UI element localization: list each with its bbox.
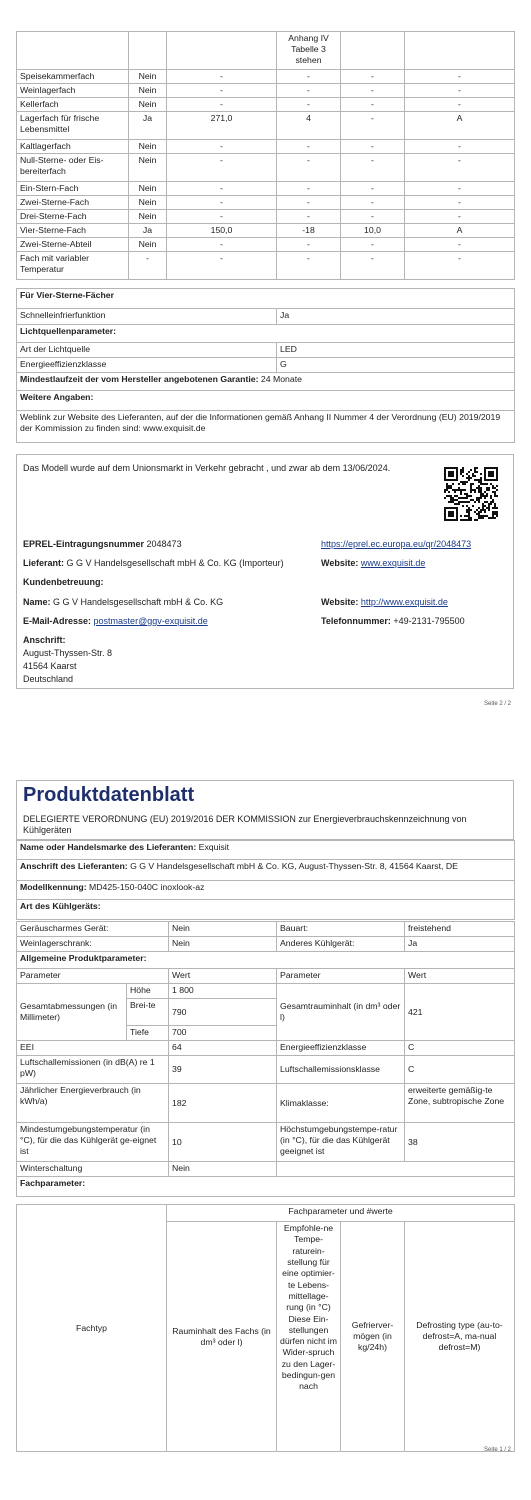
table-cell: Nein bbox=[129, 98, 167, 112]
table-row bbox=[17, 309, 515, 325]
phone-label: Telefonnummer: bbox=[321, 616, 391, 626]
table-row bbox=[17, 140, 515, 154]
table-cell: Nein bbox=[129, 154, 167, 182]
table-row bbox=[17, 922, 515, 937]
table-cell: 182 bbox=[169, 1084, 277, 1123]
table-cell: Nein bbox=[129, 196, 167, 210]
table-cell: Jährlicher Energieverbrauch (in kWh/a) bbox=[17, 1084, 169, 1123]
table-cell: Art der Lichtquelle bbox=[17, 343, 277, 358]
address-line: 41564 Kaarst bbox=[23, 661, 77, 671]
table-cell: - bbox=[405, 252, 515, 280]
table-cell: Nein bbox=[129, 210, 167, 224]
table-row bbox=[17, 952, 515, 969]
table-cell: 10 bbox=[169, 1123, 277, 1162]
table-cell: Energieeffizienzklasse bbox=[17, 358, 277, 373]
table-row bbox=[17, 1041, 515, 1056]
table-cell: - bbox=[167, 210, 277, 224]
table-row bbox=[17, 1084, 515, 1123]
table-cell: Bauart: bbox=[277, 922, 405, 937]
table-row bbox=[17, 154, 515, 182]
table-cell: - bbox=[405, 210, 515, 224]
compartment-name: Fach mit variabler Temperatur bbox=[17, 252, 129, 280]
table-cell: - bbox=[277, 238, 341, 252]
table-cell: - bbox=[341, 70, 405, 84]
compartment-name: Lagerfach für frische Lebensmittel bbox=[17, 112, 129, 140]
column-header: Rauminhalt des Fachs (in dm³ oder l) bbox=[167, 1222, 277, 1452]
model-label: Modellkennung: bbox=[20, 882, 87, 892]
section-heading: Allgemeine Produktparameter: bbox=[17, 952, 515, 969]
table-cell: - bbox=[341, 182, 405, 196]
brand-value: Exquisit bbox=[198, 842, 230, 852]
section-heading: Lichtquellenparameter: bbox=[17, 325, 515, 343]
table-cell: EEI bbox=[17, 1041, 169, 1056]
page-subtitle: DELEGIERTE VERORDNUNG (EU) 2019/2016 DER KOMMISSION zur Energieverbrauchskennzeichnung von Kühlgeräten bbox=[23, 814, 467, 836]
table-cell: - bbox=[341, 196, 405, 210]
compartment-name: Speisekammerfach bbox=[17, 70, 129, 84]
table-cell: - bbox=[405, 182, 515, 196]
compartment-name: Kaltlagerfach bbox=[17, 140, 129, 154]
table-cell: - bbox=[405, 98, 515, 112]
table-row bbox=[17, 358, 515, 373]
table-cell: 790 bbox=[169, 999, 277, 1026]
email-link[interactable]: postmaster@ggv-exquisit.de bbox=[93, 616, 208, 626]
table-cell: Ja bbox=[277, 309, 515, 325]
section-heading: Für Vier-Sterne-Fächer bbox=[17, 289, 515, 309]
extra-params-table bbox=[16, 288, 515, 443]
table-cell: - bbox=[167, 84, 277, 98]
table-cell: 10,0 bbox=[341, 224, 405, 238]
compartment-name: Vier-Sterne-Fach bbox=[17, 224, 129, 238]
table-row bbox=[17, 1162, 515, 1177]
page-title: Produktdatenblatt bbox=[23, 784, 195, 806]
table-cell: Brei-te bbox=[127, 999, 169, 1026]
table-cell: - bbox=[167, 182, 277, 196]
table-cell: - bbox=[167, 154, 277, 182]
product-params-table bbox=[16, 921, 515, 1197]
qr-code-icon[interactable] bbox=[444, 467, 498, 521]
eprel-label: EPREL-Eintragungsnummer bbox=[23, 539, 145, 549]
table-cell: Gesamtrauminhalt (in dm³ oder l) bbox=[277, 984, 405, 1041]
table-cell: - bbox=[167, 98, 277, 112]
table-row bbox=[17, 373, 515, 391]
table-cell: freistehend bbox=[405, 922, 515, 937]
table-cell: G bbox=[277, 358, 515, 373]
supplier-value: G G V Handelsgesellschaft mbH & Co. KG (Importeur) bbox=[66, 558, 284, 568]
table-row bbox=[17, 32, 515, 70]
table-cell: - bbox=[277, 182, 341, 196]
table-row bbox=[17, 1205, 515, 1222]
table-cell: Ja bbox=[129, 224, 167, 238]
eprel-value: 2048473 bbox=[146, 539, 182, 549]
table-cell: - bbox=[341, 210, 405, 224]
weblink-text: Weblink zur Website des Lieferanten, auf der die Informationen gemäß Anhang II Nummer 4 der Verordnung (EU) 2019/2019 der Kommission zu finden sind: bbox=[20, 412, 501, 433]
website-link[interactable]: www.exquisit.de bbox=[360, 558, 426, 568]
table-cell: - bbox=[167, 252, 277, 280]
table-cell: 38 bbox=[405, 1123, 515, 1162]
table-cell: Nein bbox=[129, 238, 167, 252]
table-row bbox=[17, 343, 515, 358]
table-row bbox=[17, 411, 515, 443]
table-cell: Nein bbox=[169, 1162, 277, 1177]
table-cell: - bbox=[405, 238, 515, 252]
table-cell: Winterschaltung bbox=[17, 1162, 169, 1177]
table-cell: C bbox=[405, 1056, 515, 1084]
table-cell: - bbox=[341, 140, 405, 154]
address-label: Anschrift des Lieferanten: bbox=[20, 861, 128, 871]
table-cell: - bbox=[277, 196, 341, 210]
column-header: Wert bbox=[169, 969, 277, 984]
table-cell: A bbox=[405, 112, 515, 140]
table-row bbox=[17, 224, 515, 238]
address-value: G G V Handelsgesellschaft mbH & Co. KG, August-Thyssen-Str. 8, 41564 Kaarst, DE bbox=[130, 861, 458, 871]
address-label: Anschrift: bbox=[23, 635, 66, 645]
table-cell: 1 800 bbox=[169, 984, 277, 999]
customer-service-heading: Kundenbetreuung: bbox=[23, 577, 104, 587]
table-cell: - bbox=[277, 70, 341, 84]
name-label: Name: bbox=[23, 597, 51, 607]
table-cell: Nein bbox=[129, 84, 167, 98]
table-cell: Anhang IV Tabelle 3 stehen bbox=[277, 32, 341, 70]
compartment-name: Zwei-Sterne-Fach bbox=[17, 196, 129, 210]
guarantee-label: Mindestlaufzeit der vom Hersteller angebotenen Garantie: bbox=[20, 374, 259, 384]
column-header: Fachtyp bbox=[17, 1205, 167, 1452]
table-row bbox=[17, 969, 515, 984]
website-link[interactable]: http://www.exquisit.de bbox=[360, 597, 448, 607]
table-cell: - bbox=[167, 238, 277, 252]
table-row bbox=[17, 196, 515, 210]
column-header: Gefrierver-mögen (in kg/24h) bbox=[341, 1222, 405, 1452]
table-cell: - bbox=[277, 210, 341, 224]
table-cell: Nein bbox=[129, 140, 167, 154]
table-cell: - bbox=[341, 98, 405, 112]
table-cell: Höhe bbox=[127, 984, 169, 999]
model-value: MD425-150-040C inoxlook-az bbox=[89, 882, 205, 892]
table-row bbox=[17, 937, 515, 952]
address-line: August-Thyssen-Str. 8 bbox=[23, 648, 113, 658]
table-cell: Weinlagerschrank: bbox=[17, 937, 169, 952]
table-row bbox=[17, 84, 515, 98]
table-cell: - bbox=[405, 140, 515, 154]
table-row bbox=[17, 391, 515, 411]
table-row bbox=[17, 900, 515, 920]
table-row bbox=[17, 841, 515, 860]
compartment-name: Null-Sterne- oder Eis-bereiterfach bbox=[17, 154, 129, 182]
table-row bbox=[17, 289, 515, 309]
column-header: Parameter bbox=[17, 969, 169, 984]
info-box bbox=[16, 454, 514, 689]
table-cell: - bbox=[341, 112, 405, 140]
table-cell: Nein bbox=[129, 182, 167, 196]
section-heading: Art des Kühlgeräts: bbox=[17, 900, 515, 920]
page-1 bbox=[0, 780, 531, 1500]
table-cell: - bbox=[341, 238, 405, 252]
table-cell: - bbox=[277, 98, 341, 112]
compartment-name: Drei-Sterne-Fach bbox=[17, 210, 129, 224]
table-cell: - bbox=[277, 252, 341, 280]
table-cell: - bbox=[129, 252, 167, 280]
title-box bbox=[16, 780, 514, 840]
table-cell: - bbox=[167, 196, 277, 210]
table-cell: - bbox=[405, 154, 515, 182]
table-cell: - bbox=[405, 70, 515, 84]
guarantee-value: 24 Monate bbox=[260, 374, 302, 384]
column-header: Parameter bbox=[277, 969, 405, 984]
table-cell: - bbox=[167, 70, 277, 84]
column-header: Wert bbox=[405, 969, 515, 984]
name-value: G G V Handelsgesellschaft mbH & Co. KG bbox=[53, 597, 224, 607]
section-heading: Weitere Angaben: bbox=[17, 391, 515, 411]
column-header: Defrosting type (au-to-defrost=A, ma-nual defrost=M) bbox=[405, 1222, 515, 1452]
table-cell: 271,0 bbox=[167, 112, 277, 140]
table-cell: Klimaklasse: bbox=[277, 1084, 405, 1123]
table-cell: Energieeffizienzklasse bbox=[277, 1041, 405, 1056]
table-row bbox=[17, 210, 515, 224]
table-cell: 39 bbox=[169, 1056, 277, 1084]
table-cell: - bbox=[341, 154, 405, 182]
website-label: Website: bbox=[321, 558, 359, 568]
table-cell: - bbox=[277, 154, 341, 182]
table-row bbox=[17, 1056, 515, 1084]
table-cell: - bbox=[167, 140, 277, 154]
table-cell: Geräuscharmes Gerät: bbox=[17, 922, 169, 937]
compartment-name: Ein-Stern-Fach bbox=[17, 182, 129, 196]
table-row bbox=[17, 112, 515, 140]
table-cell: 4 bbox=[277, 112, 341, 140]
supplier-label: Lieferant: bbox=[23, 558, 65, 568]
table-row bbox=[17, 325, 515, 343]
table-cell: C bbox=[405, 1041, 515, 1056]
weblink-url[interactable]: www.exquisit.de bbox=[143, 422, 206, 433]
table-row bbox=[17, 1177, 515, 1197]
table-cell: Ja bbox=[405, 937, 515, 952]
table-cell: -18 bbox=[277, 224, 341, 238]
table-cell: Anderes Kühlgerät: bbox=[277, 937, 405, 952]
table-row bbox=[17, 984, 515, 999]
page-number: Seite 2 / 2 bbox=[484, 701, 512, 707]
compartment-table-continued bbox=[16, 31, 515, 280]
table-cell: Nein bbox=[169, 922, 277, 937]
table-row bbox=[17, 1123, 515, 1162]
supplier-table bbox=[16, 840, 515, 920]
table-cell: Luftschallemissionsklasse bbox=[277, 1056, 405, 1084]
table-cell: - bbox=[405, 196, 515, 210]
table-cell: Gesamtabmessungen (in Millimeter) bbox=[17, 984, 127, 1041]
table-cell: 64 bbox=[169, 1041, 277, 1056]
table-cell: Schnelleinfrierfunktion bbox=[17, 309, 277, 325]
table-cell: Ja bbox=[129, 112, 167, 140]
section-heading: Fachparameter: bbox=[17, 1177, 515, 1197]
table-cell: 700 bbox=[169, 1026, 277, 1041]
phone-value: +49-2131-795500 bbox=[393, 616, 465, 626]
email-label: E-Mail-Adresse: bbox=[23, 616, 92, 626]
brand-label: Name oder Handelsmarke des Lieferanten: bbox=[20, 842, 197, 852]
table-cell: - bbox=[277, 140, 341, 154]
eprel-link[interactable]: https://eprel.ec.europa.eu/qr/2048473 bbox=[321, 539, 472, 549]
table-cell: erweiterte gemäßig-te Zone, subtropische Zone bbox=[405, 1084, 515, 1123]
table-cell: Höchstumgebungstempe-ratur (in °C), für die das Kühlgerät geeignet ist bbox=[277, 1123, 405, 1162]
compartment-name: Weinlagerfach bbox=[17, 84, 129, 98]
column-group-header: Fachparameter und #werte bbox=[167, 1205, 515, 1222]
compartment-name: Kellerfach bbox=[17, 98, 129, 112]
table-row bbox=[17, 252, 515, 280]
table-cell: - bbox=[341, 84, 405, 98]
page-number: Seite 1 / 2 bbox=[484, 1447, 512, 1453]
table-cell: 150,0 bbox=[167, 224, 277, 238]
compartment-header-table bbox=[16, 1204, 515, 1452]
table-cell: LED bbox=[277, 343, 515, 358]
table-cell: 421 bbox=[405, 984, 515, 1041]
website-label: Website: bbox=[321, 597, 359, 607]
column-header: Empfohle-ne Tempe-raturein-stellung für eine optimier-te Lebens-mittellage-rung (in °C) Diese Ein-stellungen dürfen nicht im Wider-spruch zu den Lager-bedingun-gen nach bbox=[277, 1222, 341, 1452]
table-cell: A bbox=[405, 224, 515, 238]
address-line: Deutschland bbox=[23, 674, 74, 684]
table-row bbox=[17, 70, 515, 84]
table-row bbox=[17, 238, 515, 252]
table-row bbox=[17, 182, 515, 196]
table-cell: - bbox=[277, 84, 341, 98]
table-cell: Tiefe bbox=[127, 1026, 169, 1041]
table-row bbox=[17, 881, 515, 900]
table-row bbox=[17, 860, 515, 881]
table-cell: - bbox=[405, 84, 515, 98]
table-cell: Mindestumgebungstemperatur (in °C), für die das Kühlgerät ge-eignet ist bbox=[17, 1123, 169, 1162]
table-row bbox=[17, 98, 515, 112]
market-text: Das Modell wurde auf dem Unionsmarkt in Verkehr gebracht , und zwar ab dem 13/06/2024. bbox=[23, 463, 391, 473]
table-cell: - bbox=[341, 252, 405, 280]
compartment-name: Zwei-Sterne-Abteil bbox=[17, 238, 129, 252]
table-cell: Nein bbox=[169, 937, 277, 952]
table-cell: Luftschallemissionen (in dB(A) re 1 pW) bbox=[17, 1056, 169, 1084]
table-cell: Nein bbox=[129, 70, 167, 84]
